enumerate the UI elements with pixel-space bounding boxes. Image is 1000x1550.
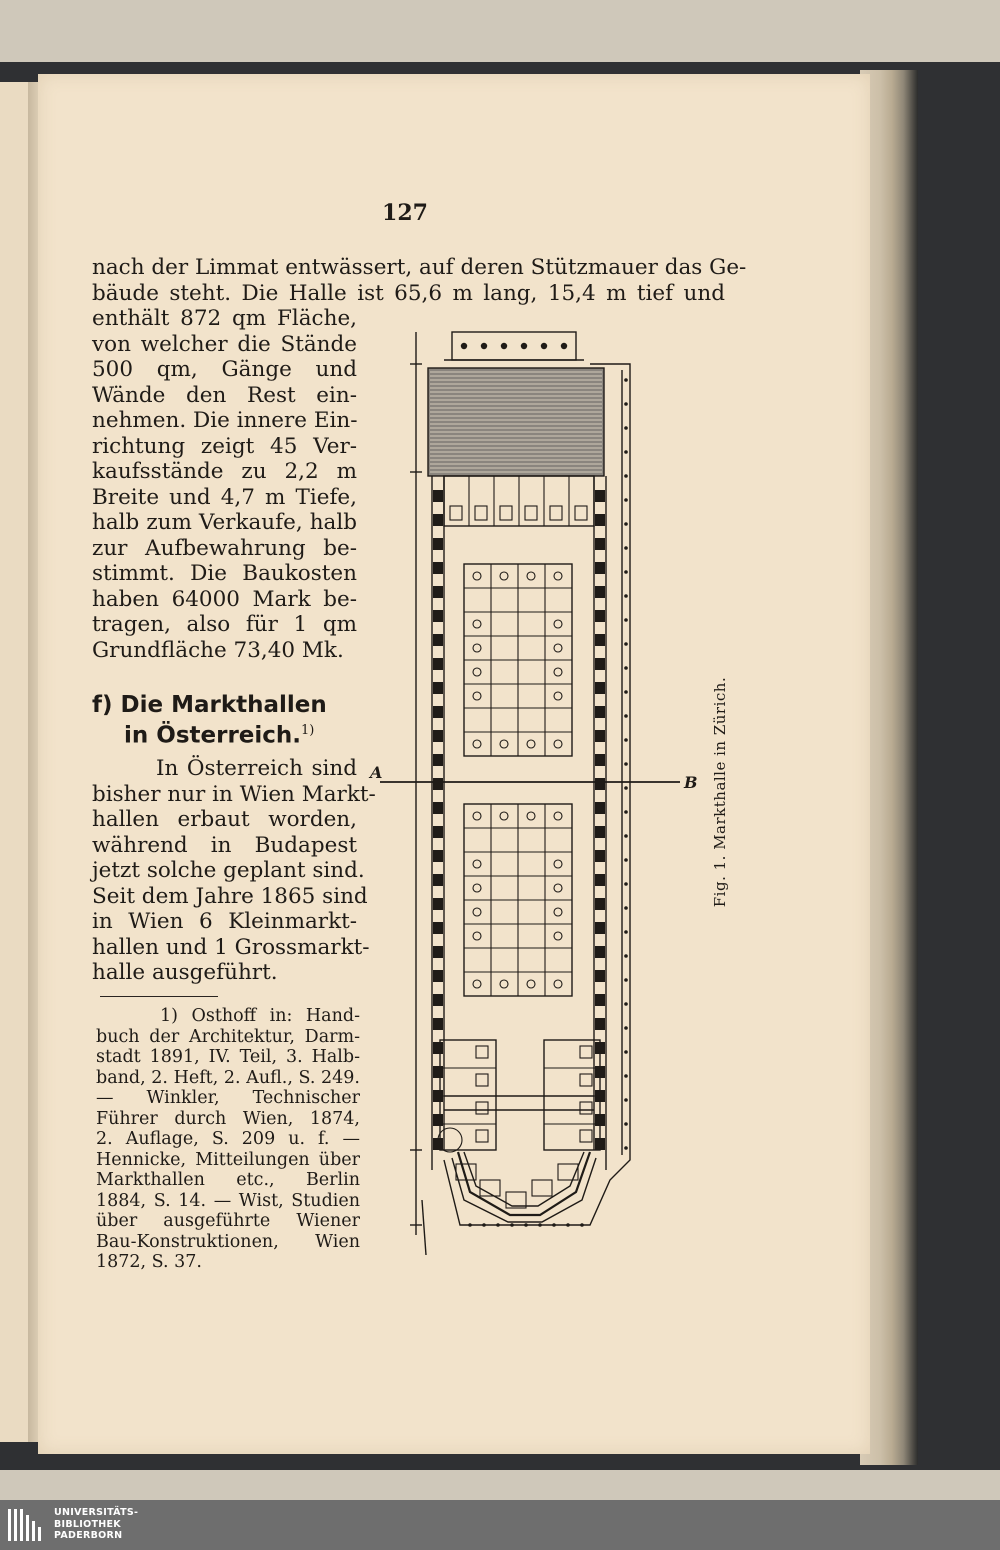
text-line: nach der Limmat entwässert, auf deren Stützmauer das Ge- — [92, 255, 747, 280]
footnote-line: Hennicke, Mitteilungen über — [96, 1149, 360, 1170]
column-paragraph — [92, 306, 357, 663]
footnote-marker: 1) — [301, 723, 315, 738]
footnote-line: über ausgeführte Wiener — [96, 1211, 360, 1231]
text-line: Wände den Rest ein- — [92, 382, 357, 408]
footnote-line: 1872, S. 37. — [96, 1252, 202, 1272]
library-name-line: BIBLIOTHEK — [54, 1518, 121, 1530]
library-name-line: PADERBORN — [54, 1530, 123, 1541]
section-heading — [92, 692, 382, 749]
section-label-a: A — [370, 763, 383, 782]
floor-plan-figure — [340, 320, 710, 1270]
page-number: 127 — [382, 200, 428, 226]
footnote-line: buch der Architektur, Darm- — [96, 1026, 360, 1047]
footnote-line: stadt 1891, IV. Teil, 3. Halb- — [96, 1047, 360, 1067]
text-line: von welcher die Stände — [92, 331, 357, 357]
footnote-line: band, 2. Heft, 2. Aufl., S. 249. — [96, 1067, 360, 1088]
footnote — [96, 1006, 360, 1273]
text-line: Grundfläche 73,40 Mk. — [92, 637, 344, 663]
text-line: hallen erbaut worden, — [92, 807, 357, 832]
text-line: In Österreich sind — [156, 756, 357, 781]
section-heading-line — [92, 718, 382, 749]
text-line: jetzt solche geplant sind. — [92, 858, 365, 883]
text-line: hallen und 1 Grossmarkt- — [92, 934, 370, 960]
text-line: 500 qm, Gänge und — [92, 357, 357, 382]
text-line: stimmt. Die Baukosten — [92, 561, 357, 586]
library-name-line: UNIVERSITÄTS- — [54, 1507, 139, 1518]
section-paragraph — [92, 756, 376, 986]
text-line: richtung zeigt 45 Ver- — [92, 433, 357, 459]
text-line: enthält 872 qm Fläche, — [92, 306, 357, 331]
text-line: Breite und 4,7 m Tiefe, — [92, 484, 357, 510]
text-line: tragen, also für 1 qm — [92, 612, 357, 637]
text-line: haben 64000 Mark be- — [92, 586, 357, 612]
text-line: bäude steht. Die Halle ist 65,6 m lang, 15,4 m tief und — [92, 280, 725, 306]
section-label-b: B — [684, 773, 698, 792]
footnote-line: Führer durch Wien, 1874, — [96, 1108, 360, 1129]
text-line: in Wien 6 Kleinmarkt- — [92, 909, 357, 934]
intro-paragraph — [92, 255, 747, 306]
text-line: halle ausgeführt. — [92, 960, 278, 985]
library-footer-bar — [0, 1500, 1000, 1550]
figure-caption: Fig. 1. Markthalle in Zürich. — [711, 676, 729, 908]
footnote-line: 1) Osthoff in: Hand- — [160, 1006, 360, 1026]
footnote-line: — Winkler, Technischer — [96, 1088, 360, 1108]
text-line: kaufsstände zu 2,2 m — [92, 459, 357, 484]
footnote-line: Markthallen etc., Berlin — [96, 1170, 360, 1190]
footnote-line: Bau-Konstruktionen, Wien — [96, 1231, 360, 1252]
text-line: bisher nur in Wien Markt- — [92, 781, 376, 807]
library-logo-icon — [6, 1505, 46, 1545]
text-line: zur Aufbewahrung be- — [92, 535, 357, 561]
footnote-line: 1884, S. 14. — Wist, Studien — [96, 1190, 360, 1211]
footnote-divider — [100, 996, 218, 997]
footnote-line: 2. Auflage, S. 209 u. f. — — [96, 1129, 360, 1149]
text-line: während in Budapest — [92, 832, 357, 858]
text-line: halb zum Verkaufe, halb — [92, 510, 357, 535]
text-line: nehmen. Die innere Ein- — [92, 408, 358, 433]
section-heading-line: f) Die Markthallen — [92, 692, 327, 718]
library-name — [54, 1507, 138, 1542]
text-line: Seit dem Jahre 1865 sind — [92, 883, 368, 909]
section-heading-text: in Österreich. — [124, 722, 302, 749]
